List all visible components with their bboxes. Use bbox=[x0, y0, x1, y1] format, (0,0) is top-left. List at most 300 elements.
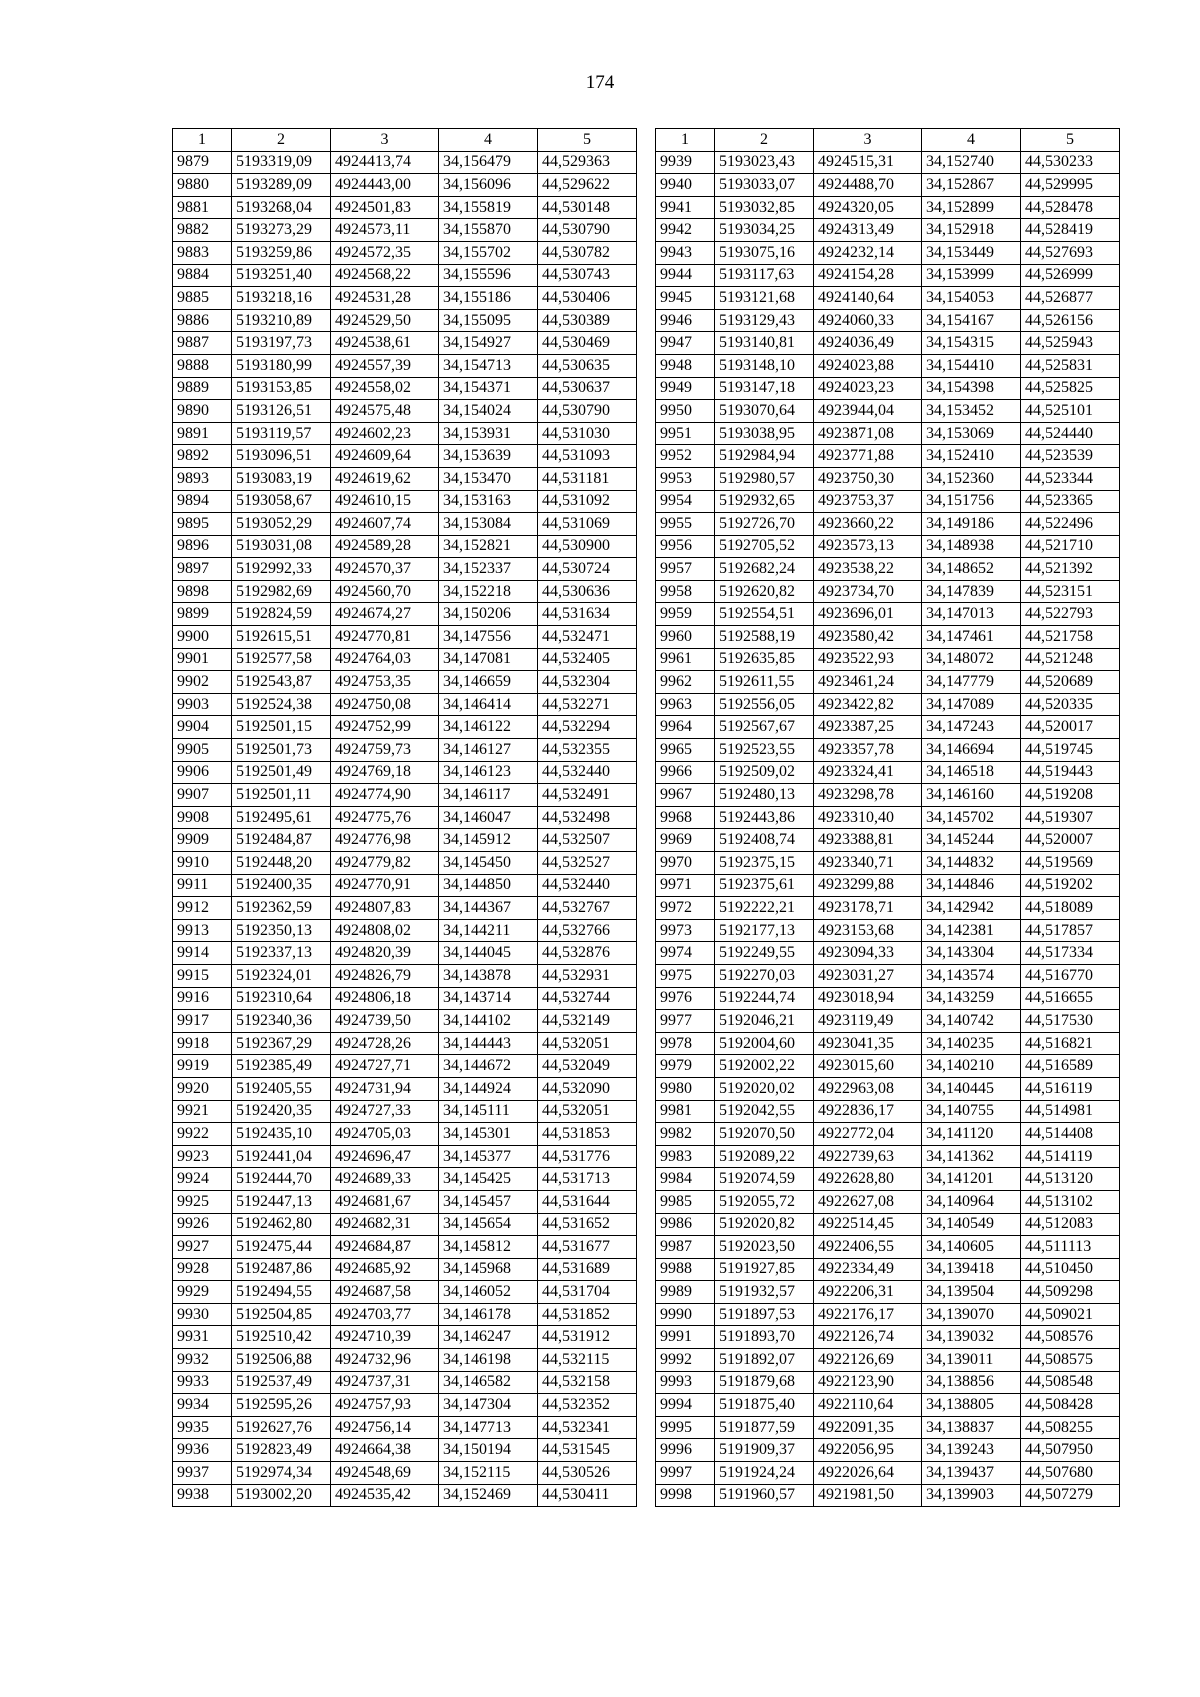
table-cell: 4922406,55 bbox=[814, 1236, 922, 1259]
table-cell: 4923015,60 bbox=[814, 1055, 922, 1078]
table-cell: 5193259,86 bbox=[232, 241, 331, 264]
table-cell: 44,511113 bbox=[1021, 1236, 1120, 1259]
table-cell: 5193023,43 bbox=[715, 151, 814, 174]
table-cell: 44,523365 bbox=[1021, 490, 1120, 513]
table-cell: 4924232,14 bbox=[814, 241, 922, 264]
table-cell: 5192494,55 bbox=[232, 1281, 331, 1304]
table-cell: 44,532341 bbox=[538, 1416, 637, 1439]
table-cell: 44,529995 bbox=[1021, 174, 1120, 197]
table-cell: 9933 bbox=[173, 1371, 232, 1394]
table-cell: 9962 bbox=[656, 671, 715, 694]
table-row bbox=[173, 693, 637, 716]
table-cell: 4922026,64 bbox=[814, 1462, 922, 1485]
table-row bbox=[656, 716, 1120, 739]
table-cell: 34,144102 bbox=[439, 1010, 538, 1033]
table-cell: 34,145702 bbox=[922, 806, 1021, 829]
table-cell: 44,507680 bbox=[1021, 1462, 1120, 1485]
table-cell: 4923387,25 bbox=[814, 716, 922, 739]
table-cell: 5191924,24 bbox=[715, 1462, 814, 1485]
table-cell: 9932 bbox=[173, 1349, 232, 1372]
table-row bbox=[173, 1236, 637, 1259]
table-cell: 34,140755 bbox=[922, 1100, 1021, 1123]
table-cell: 44,532352 bbox=[538, 1394, 637, 1417]
table-cell: 5193119,57 bbox=[232, 422, 331, 445]
table-cell: 34,145377 bbox=[439, 1145, 538, 1168]
table-cell: 4923094,33 bbox=[814, 942, 922, 965]
table-row bbox=[656, 1032, 1120, 1055]
table-cell: 5193140,81 bbox=[715, 332, 814, 355]
table-cell: 5193273,29 bbox=[232, 219, 331, 242]
table-cell: 34,145912 bbox=[439, 829, 538, 852]
table-cell: 44,532115 bbox=[538, 1349, 637, 1372]
table-cell: 5193268,04 bbox=[232, 196, 331, 219]
table-cell: 44,532931 bbox=[538, 964, 637, 987]
table-cell: 34,154927 bbox=[439, 332, 538, 355]
table-cell: 4923734,70 bbox=[814, 580, 922, 603]
table-cell: 44,532294 bbox=[538, 716, 637, 739]
table-cell: 9905 bbox=[173, 739, 232, 762]
table-cell: 5192350,13 bbox=[232, 919, 331, 942]
table-cell: 5192823,49 bbox=[232, 1439, 331, 1462]
table-cell: 5192501,15 bbox=[232, 716, 331, 739]
table-row bbox=[656, 1168, 1120, 1191]
table-cell: 4924140,64 bbox=[814, 287, 922, 310]
table-cell: 34,146117 bbox=[439, 784, 538, 807]
table-cell: 44,516821 bbox=[1021, 1032, 1120, 1055]
table-cell: 34,138837 bbox=[922, 1416, 1021, 1439]
table-cell: 5193126,51 bbox=[232, 400, 331, 423]
table-row bbox=[173, 1303, 637, 1326]
table-row bbox=[656, 987, 1120, 1010]
table-row bbox=[173, 648, 637, 671]
table-cell: 44,532498 bbox=[538, 806, 637, 829]
table-cell: 34,146198 bbox=[439, 1349, 538, 1372]
table-cell: 9939 bbox=[656, 151, 715, 174]
table-row bbox=[656, 1213, 1120, 1236]
table-row bbox=[656, 287, 1120, 310]
table-row bbox=[173, 874, 637, 897]
table-cell: 5191897,53 bbox=[715, 1303, 814, 1326]
table-cell: 5192324,01 bbox=[232, 964, 331, 987]
table-row bbox=[656, 874, 1120, 897]
table-cell: 5193180,99 bbox=[232, 354, 331, 377]
table-cell: 9972 bbox=[656, 897, 715, 920]
table-cell: 9887 bbox=[173, 332, 232, 355]
table-cell: 4924732,96 bbox=[331, 1349, 439, 1372]
table-cell: 4924756,14 bbox=[331, 1416, 439, 1439]
table-cell: 44,508575 bbox=[1021, 1349, 1120, 1372]
table-cell: 9941 bbox=[656, 196, 715, 219]
table-row bbox=[173, 1032, 637, 1055]
table-cell: 34,150194 bbox=[439, 1439, 538, 1462]
table-cell: 4924750,08 bbox=[331, 693, 439, 716]
table-cell: 9892 bbox=[173, 445, 232, 468]
table-cell: 34,154398 bbox=[922, 377, 1021, 400]
table-cell: 34,143714 bbox=[439, 987, 538, 1010]
table-row bbox=[173, 1462, 637, 1485]
table-cell: 4924674,27 bbox=[331, 603, 439, 626]
table-cell: 44,517334 bbox=[1021, 942, 1120, 965]
table-cell: 44,512083 bbox=[1021, 1213, 1120, 1236]
table-cell: 9973 bbox=[656, 919, 715, 942]
table-cell: 5193289,09 bbox=[232, 174, 331, 197]
table-cell: 5192487,86 bbox=[232, 1258, 331, 1281]
table-cell: 9911 bbox=[173, 874, 232, 897]
table-row bbox=[173, 1326, 637, 1349]
table-cell: 44,530148 bbox=[538, 196, 637, 219]
table-cell: 34,155870 bbox=[439, 219, 538, 242]
table-cell: 5192982,69 bbox=[232, 580, 331, 603]
table-cell: 4924531,28 bbox=[331, 287, 439, 310]
table-cell: 5192567,67 bbox=[715, 716, 814, 739]
table-cell: 9898 bbox=[173, 580, 232, 603]
table-cell: 34,144211 bbox=[439, 919, 538, 942]
table-cell: 9897 bbox=[173, 558, 232, 581]
table-cell: 9944 bbox=[656, 264, 715, 287]
table-cell: 4923522,93 bbox=[814, 648, 922, 671]
table-cell: 34,146414 bbox=[439, 693, 538, 716]
table-cell: 9948 bbox=[656, 354, 715, 377]
table-cell: 5193096,51 bbox=[232, 445, 331, 468]
table-cell: 5193032,85 bbox=[715, 196, 814, 219]
table-cell: 5193070,64 bbox=[715, 400, 814, 423]
table-row bbox=[656, 1055, 1120, 1078]
coordinates-table-left bbox=[172, 128, 637, 1507]
table-cell: 44,522496 bbox=[1021, 513, 1120, 536]
table-cell: 34,138805 bbox=[922, 1394, 1021, 1417]
table-cell: 9914 bbox=[173, 942, 232, 965]
table-cell: 44,520007 bbox=[1021, 829, 1120, 852]
table-cell: 5191893,70 bbox=[715, 1326, 814, 1349]
table-cell: 9969 bbox=[656, 829, 715, 852]
table-row bbox=[656, 671, 1120, 694]
table-cell: 34,156479 bbox=[439, 151, 538, 174]
table-row bbox=[656, 784, 1120, 807]
table-row bbox=[656, 806, 1120, 829]
table-cell: 34,140445 bbox=[922, 1077, 1021, 1100]
table-cell: 9961 bbox=[656, 648, 715, 671]
table-cell: 9947 bbox=[656, 332, 715, 355]
table-cell: 34,142381 bbox=[922, 919, 1021, 942]
table-cell: 4923119,49 bbox=[814, 1010, 922, 1033]
table-cell: 5193153,85 bbox=[232, 377, 331, 400]
table-cell: 5191927,85 bbox=[715, 1258, 814, 1281]
table-cell: 5192635,85 bbox=[715, 648, 814, 671]
table-cell: 5192504,85 bbox=[232, 1303, 331, 1326]
table-cell: 34,146659 bbox=[439, 671, 538, 694]
table-cell: 5192337,13 bbox=[232, 942, 331, 965]
table-cell: 34,154053 bbox=[922, 287, 1021, 310]
table-cell: 34,143304 bbox=[922, 942, 1021, 965]
table-cell: 5192435,10 bbox=[232, 1123, 331, 1146]
column-header: 4 bbox=[439, 129, 538, 152]
table-row bbox=[656, 1326, 1120, 1349]
table-cell: 4924820,39 bbox=[331, 942, 439, 965]
table-cell: 4922836,17 bbox=[814, 1100, 922, 1123]
table-cell: 44,530635 bbox=[538, 354, 637, 377]
table-cell: 34,139032 bbox=[922, 1326, 1021, 1349]
table-cell: 44,531652 bbox=[538, 1213, 637, 1236]
table-cell: 4924575,48 bbox=[331, 400, 439, 423]
table-cell: 9979 bbox=[656, 1055, 715, 1078]
table-header-row bbox=[173, 129, 637, 152]
table-cell: 44,532304 bbox=[538, 671, 637, 694]
table-row bbox=[173, 400, 637, 423]
table-cell: 9894 bbox=[173, 490, 232, 513]
table-cell: 44,509021 bbox=[1021, 1303, 1120, 1326]
table-cell: 44,513102 bbox=[1021, 1190, 1120, 1213]
table-row bbox=[173, 332, 637, 355]
table-cell: 4924610,15 bbox=[331, 490, 439, 513]
table-cell: 5192506,88 bbox=[232, 1349, 331, 1372]
table-row bbox=[173, 626, 637, 649]
table-cell: 5192523,55 bbox=[715, 739, 814, 762]
table-cell: 9984 bbox=[656, 1168, 715, 1191]
table-cell: 9956 bbox=[656, 535, 715, 558]
table-cell: 34,146127 bbox=[439, 739, 538, 762]
table-cell: 4924488,70 bbox=[814, 174, 922, 197]
table-cell: 9994 bbox=[656, 1394, 715, 1417]
table-cell: 44,532491 bbox=[538, 784, 637, 807]
table-cell: 34,154713 bbox=[439, 354, 538, 377]
table-row bbox=[173, 1439, 637, 1462]
table-cell: 34,152115 bbox=[439, 1462, 538, 1485]
table-cell: 9929 bbox=[173, 1281, 232, 1304]
table-cell: 44,523344 bbox=[1021, 467, 1120, 490]
table-cell: 5193083,19 bbox=[232, 467, 331, 490]
table-cell: 44,531092 bbox=[538, 490, 637, 513]
table-cell: 4922126,74 bbox=[814, 1326, 922, 1349]
table-cell: 44,532051 bbox=[538, 1032, 637, 1055]
table-cell: 34,154410 bbox=[922, 354, 1021, 377]
table-row bbox=[656, 1371, 1120, 1394]
table-row bbox=[656, 580, 1120, 603]
table-cell: 44,530233 bbox=[1021, 151, 1120, 174]
table-cell: 44,531912 bbox=[538, 1326, 637, 1349]
table-cell: 5192627,76 bbox=[232, 1416, 331, 1439]
table-cell: 9993 bbox=[656, 1371, 715, 1394]
table-row bbox=[173, 1123, 637, 1146]
table-cell: 5192537,49 bbox=[232, 1371, 331, 1394]
table-cell: 5192177,13 bbox=[715, 919, 814, 942]
table-cell: 9889 bbox=[173, 377, 232, 400]
table-row bbox=[173, 739, 637, 762]
table-cell: 9904 bbox=[173, 716, 232, 739]
table-cell: 4922739,63 bbox=[814, 1145, 922, 1168]
table-cell: 5193033,07 bbox=[715, 174, 814, 197]
table-cell: 34,155819 bbox=[439, 196, 538, 219]
table-cell: 34,145812 bbox=[439, 1236, 538, 1259]
table-cell: 5192932,65 bbox=[715, 490, 814, 513]
table-cell: 44,530406 bbox=[538, 287, 637, 310]
table-cell: 44,531634 bbox=[538, 603, 637, 626]
table-cell: 34,153639 bbox=[439, 445, 538, 468]
table-cell: 34,154315 bbox=[922, 332, 1021, 355]
table-row bbox=[656, 558, 1120, 581]
table-cell: 34,145425 bbox=[439, 1168, 538, 1191]
table-row bbox=[656, 1462, 1120, 1485]
table-cell: 44,519202 bbox=[1021, 874, 1120, 897]
table-cell: 44,521248 bbox=[1021, 648, 1120, 671]
table-cell: 44,514408 bbox=[1021, 1123, 1120, 1146]
table-cell: 4924727,33 bbox=[331, 1100, 439, 1123]
table-row bbox=[173, 603, 637, 626]
table-cell: 44,530636 bbox=[538, 580, 637, 603]
table-cell: 4924753,35 bbox=[331, 671, 439, 694]
table-cell: 5192480,13 bbox=[715, 784, 814, 807]
table-cell: 44,531853 bbox=[538, 1123, 637, 1146]
table-cell: 4924573,11 bbox=[331, 219, 439, 242]
table-cell: 44,509298 bbox=[1021, 1281, 1120, 1304]
table-cell: 34,152337 bbox=[439, 558, 538, 581]
table-cell: 4924529,50 bbox=[331, 309, 439, 332]
table-cell: 9992 bbox=[656, 1349, 715, 1372]
table-row bbox=[173, 1168, 637, 1191]
table-row bbox=[173, 445, 637, 468]
table-cell: 4923696,01 bbox=[814, 603, 922, 626]
table-cell: 4922123,90 bbox=[814, 1371, 922, 1394]
table-row bbox=[173, 829, 637, 852]
table-cell: 5192509,02 bbox=[715, 761, 814, 784]
table-cell: 5192577,58 bbox=[232, 648, 331, 671]
table-cell: 44,531852 bbox=[538, 1303, 637, 1326]
table-row bbox=[656, 151, 1120, 174]
table-cell: 34,144443 bbox=[439, 1032, 538, 1055]
table-cell: 4924570,37 bbox=[331, 558, 439, 581]
table-cell: 4924320,05 bbox=[814, 196, 922, 219]
table-cell: 44,530469 bbox=[538, 332, 637, 355]
table-cell: 4924776,98 bbox=[331, 829, 439, 852]
table-cell: 9955 bbox=[656, 513, 715, 536]
table-cell: 5191909,37 bbox=[715, 1439, 814, 1462]
table-cell: 4924607,74 bbox=[331, 513, 439, 536]
table-cell: 5191879,68 bbox=[715, 1371, 814, 1394]
table-cell: 9901 bbox=[173, 648, 232, 671]
table-cell: 9966 bbox=[656, 761, 715, 784]
table-cell: 4924535,42 bbox=[331, 1484, 439, 1507]
table-cell: 44,517530 bbox=[1021, 1010, 1120, 1033]
table-cell: 34,138856 bbox=[922, 1371, 1021, 1394]
table-cell: 34,153084 bbox=[439, 513, 538, 536]
table-cell: 5193034,25 bbox=[715, 219, 814, 242]
table-cell: 4924572,35 bbox=[331, 241, 439, 264]
table-cell: 44,519307 bbox=[1021, 806, 1120, 829]
table-cell: 44,523539 bbox=[1021, 445, 1120, 468]
table-cell: 5191877,59 bbox=[715, 1416, 814, 1439]
table-row bbox=[656, 445, 1120, 468]
table-cell: 34,155186 bbox=[439, 287, 538, 310]
table-cell: 34,140210 bbox=[922, 1055, 1021, 1078]
table-cell: 5193058,67 bbox=[232, 490, 331, 513]
table-cell: 5192620,82 bbox=[715, 580, 814, 603]
table-cell: 9951 bbox=[656, 422, 715, 445]
column-header: 2 bbox=[715, 129, 814, 152]
table-cell: 5192705,52 bbox=[715, 535, 814, 558]
table-cell: 9926 bbox=[173, 1213, 232, 1236]
table-cell: 34,154024 bbox=[439, 400, 538, 423]
table-cell: 9970 bbox=[656, 852, 715, 875]
table-row bbox=[656, 964, 1120, 987]
table-row bbox=[656, 1145, 1120, 1168]
table-row bbox=[173, 1416, 637, 1439]
table-cell: 9881 bbox=[173, 196, 232, 219]
table-cell: 9930 bbox=[173, 1303, 232, 1326]
table-cell: 5192441,04 bbox=[232, 1145, 331, 1168]
table-cell: 4923153,68 bbox=[814, 919, 922, 942]
table-cell: 44,531093 bbox=[538, 445, 637, 468]
table-row bbox=[173, 897, 637, 920]
table-cell: 4924739,50 bbox=[331, 1010, 439, 1033]
table-cell: 9997 bbox=[656, 1462, 715, 1485]
table-cell: 4924705,03 bbox=[331, 1123, 439, 1146]
table-cell: 4924154,28 bbox=[814, 264, 922, 287]
table-cell: 5193218,16 bbox=[232, 287, 331, 310]
table-cell: 5193002,20 bbox=[232, 1484, 331, 1507]
table-cell: 34,139011 bbox=[922, 1349, 1021, 1372]
table-cell: 34,147556 bbox=[439, 626, 538, 649]
table-cell: 44,532744 bbox=[538, 987, 637, 1010]
table-cell: 9891 bbox=[173, 422, 232, 445]
table-row bbox=[173, 241, 637, 264]
table-cell: 5192992,33 bbox=[232, 558, 331, 581]
table-row bbox=[173, 1055, 637, 1078]
table-cell: 5192974,34 bbox=[232, 1462, 331, 1485]
table-cell: 44,531069 bbox=[538, 513, 637, 536]
table-cell: 44,519443 bbox=[1021, 761, 1120, 784]
table-row bbox=[173, 264, 637, 287]
table-cell: 4923573,13 bbox=[814, 535, 922, 558]
table-cell: 9934 bbox=[173, 1394, 232, 1417]
table-cell: 44,519208 bbox=[1021, 784, 1120, 807]
table-cell: 34,144850 bbox=[439, 874, 538, 897]
column-header: 2 bbox=[232, 129, 331, 152]
table-cell: 9937 bbox=[173, 1462, 232, 1485]
table-cell: 9931 bbox=[173, 1326, 232, 1349]
table-cell: 34,144045 bbox=[439, 942, 538, 965]
table-cell: 34,153931 bbox=[439, 422, 538, 445]
table-cell: 34,154371 bbox=[439, 377, 538, 400]
table-cell: 4924023,88 bbox=[814, 354, 922, 377]
table-cell: 34,146694 bbox=[922, 739, 1021, 762]
table-cell: 4924602,23 bbox=[331, 422, 439, 445]
table-row bbox=[173, 806, 637, 829]
table-row bbox=[173, 1371, 637, 1394]
table-row bbox=[656, 648, 1120, 671]
table-cell: 44,532527 bbox=[538, 852, 637, 875]
table-cell: 34,147779 bbox=[922, 671, 1021, 694]
table-cell: 34,146122 bbox=[439, 716, 538, 739]
table-cell: 44,516119 bbox=[1021, 1077, 1120, 1100]
table-cell: 44,531030 bbox=[538, 422, 637, 445]
table-row bbox=[656, 626, 1120, 649]
table-cell: 5192682,24 bbox=[715, 558, 814, 581]
table-row bbox=[656, 264, 1120, 287]
table-cell: 4924589,28 bbox=[331, 535, 439, 558]
table-cell: 9915 bbox=[173, 964, 232, 987]
table-cell: 5193052,29 bbox=[232, 513, 331, 536]
table-cell: 34,146123 bbox=[439, 761, 538, 784]
column-header: 3 bbox=[814, 129, 922, 152]
table-cell: 44,528419 bbox=[1021, 219, 1120, 242]
table-row bbox=[656, 693, 1120, 716]
table-cell: 9985 bbox=[656, 1190, 715, 1213]
table-cell: 44,525825 bbox=[1021, 377, 1120, 400]
table-cell: 44,528478 bbox=[1021, 196, 1120, 219]
table-cell: 9975 bbox=[656, 964, 715, 987]
table-row bbox=[656, 603, 1120, 626]
table-cell: 34,156096 bbox=[439, 174, 538, 197]
table-cell: 34,147081 bbox=[439, 648, 538, 671]
